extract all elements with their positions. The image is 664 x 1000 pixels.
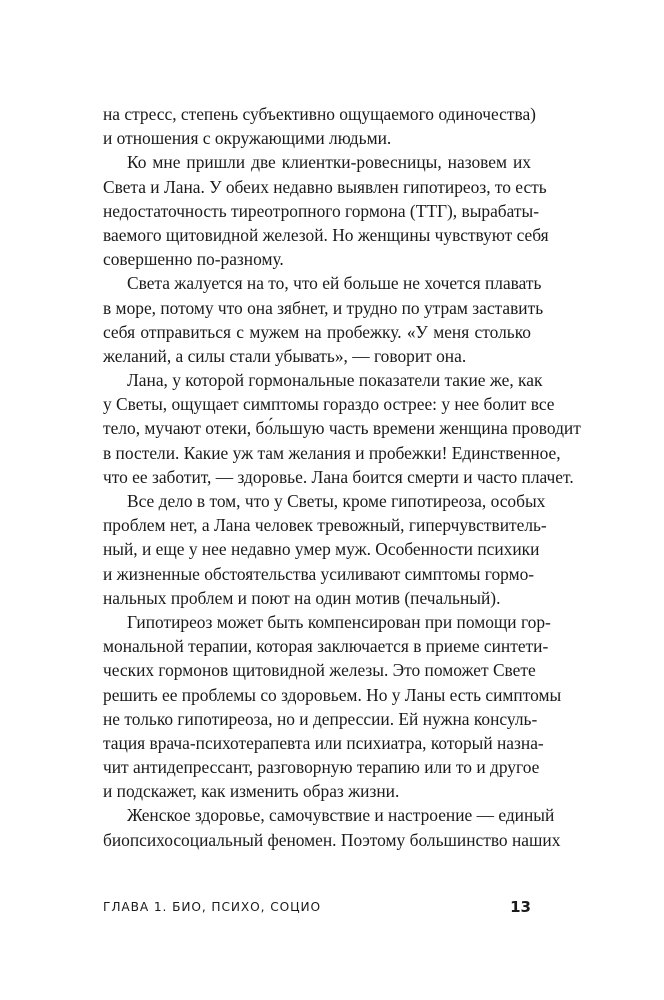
text-line: что ее заботит, — здоровье. Лана боится смерти и часто плачет. (103, 466, 574, 487)
paragraph (103, 368, 581, 489)
text-line: совершенно по-разному. (103, 249, 284, 270)
text-line: решить ее проблемы со здоровьем. Но у Ланы есть симптомы (103, 684, 562, 705)
text-line: желаний, а силы стали убывать», — говорит она. (103, 345, 467, 366)
text-line: нальных проблем и поют на один мотив (печальный). (103, 587, 501, 608)
paragraph (103, 489, 547, 610)
text-line: недостаточность тиреотропного гормона (ТТГ), вырабаты- (103, 200, 539, 221)
body-text (103, 102, 581, 852)
text-line: ный, и еще у нее недавно умер муж. Особенности психики (103, 539, 540, 560)
text-line: на стресс, степень субъективно ощущаемого одиночества) (103, 104, 536, 124)
text-line: ческих гормонов щитовидной железы. Это поможет Свете (103, 660, 536, 681)
paragraph (103, 150, 549, 271)
text-line: Лана, у которой гормональные показатели такие же, как (127, 370, 543, 391)
text-line: Женское здоровье, самочувствие и настроение — единый (127, 805, 555, 826)
text-line: чит антидепрессант, разговорную терапию или то и другое (103, 757, 540, 778)
text-line: в постели. Какие уж там желания и пробежки! Единственное, (103, 442, 561, 463)
paragraph (103, 102, 536, 150)
text-line: ваемого щитовидной железой. Но женщины чувствуют себя (103, 224, 549, 245)
text-line: Все дело в том, что у Светы, кроме гипотиреоза, особых (127, 491, 546, 511)
text-line: тело, мучают отеки, бо́льшую часть времени женщина проводит (103, 418, 581, 439)
paragraph (103, 271, 544, 368)
text-line: Гипотиреоз может быть компенсирован при помощи гор- (127, 611, 551, 632)
text-line: себя отправиться с мужем на пробежку. «У меня столько (103, 321, 531, 342)
text-line: биопсихосоциальный феномен. Поэтому большинство наших (103, 829, 561, 850)
running-head: ГЛАВА 1. БИО, ПСИХО, СОЦИО (103, 900, 321, 914)
text-line: Ко мне пришли две клиентки-ровесницы, назовем их (127, 152, 531, 173)
text-line: не только гипотиреоза, но и депрессии. Ей нужна консуль- (103, 708, 538, 729)
text-line: и отношения с окружающими людьми. (103, 128, 392, 149)
text-line: у Светы, ощущает симптомы гораздо острее: у нее болит все (103, 394, 555, 415)
page-footer (103, 898, 531, 922)
text-line: проблем нет, а Лана человек тревожный, гиперчувствитель- (103, 515, 547, 536)
text-line: тация врача-психотерапевта или психиатра, который назна- (103, 732, 544, 753)
paragraph (103, 610, 562, 804)
paragraph (103, 803, 561, 851)
text-line: и подскажет, как изменить образ жизни. (103, 781, 400, 802)
text-line: Света и Лана. У обеих недавно выявлен гипотиреоз, то есть (103, 176, 547, 197)
text-line: и жизненные обстоятельства усиливают симптомы гормо- (103, 563, 535, 584)
text-line: в море, потому что она зябнет, и трудно по утрам заставить (103, 297, 544, 318)
text-line: Света жалуется на то, что ей больше не хочется плавать (127, 273, 542, 294)
text-line: мональной терапии, которая заключается в приеме синтети- (103, 636, 549, 657)
page-number: 13 (510, 898, 531, 916)
